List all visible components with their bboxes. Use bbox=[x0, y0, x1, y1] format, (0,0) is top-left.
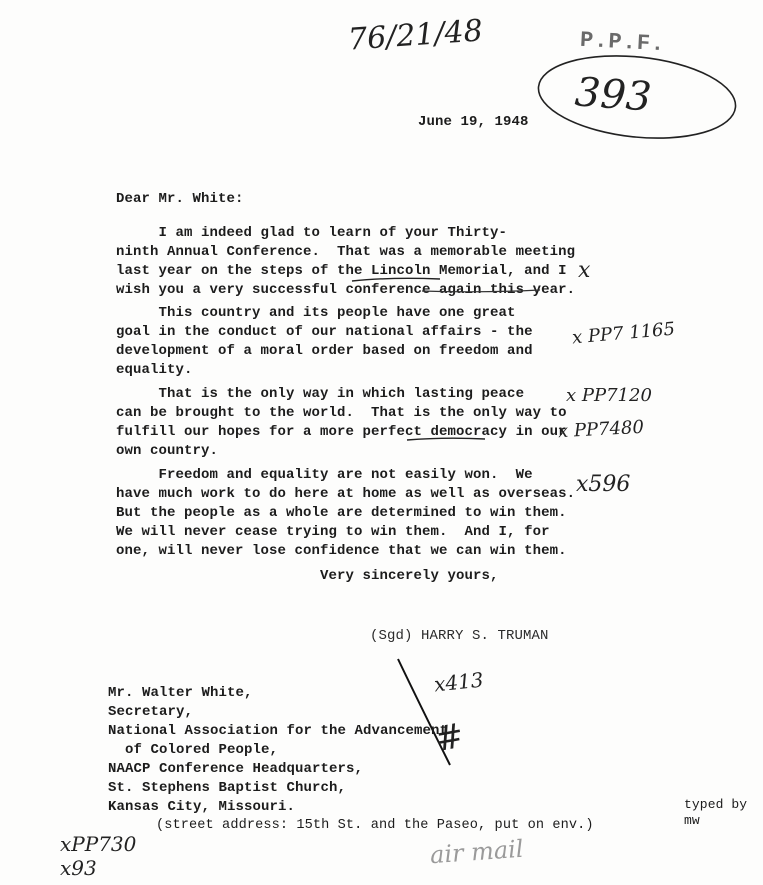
paragraph-line: We will never cease trying to win them. And I, for bbox=[116, 524, 550, 540]
air-mail-note: air mail bbox=[429, 834, 525, 870]
margin-note: x413 bbox=[432, 667, 485, 697]
margin-note: x PP7480 bbox=[557, 416, 645, 443]
paragraph-line: equality. bbox=[116, 362, 193, 378]
signature: (Sgd) HARRY S. TRUMAN bbox=[370, 628, 549, 644]
address-line: NAACP Conference Headquarters, bbox=[108, 761, 364, 777]
paragraph-line: That is the only way in which lasting peace bbox=[116, 386, 525, 402]
typist-note: mw bbox=[684, 813, 700, 828]
paragraph-line: wish you a very successful conference again this year. bbox=[116, 282, 576, 298]
paragraph-line: This country and its people have one great bbox=[116, 305, 516, 321]
paragraph-line: own country. bbox=[116, 443, 219, 459]
paragraph-line: I am indeed glad to learn of your Thirty- bbox=[116, 225, 508, 241]
address-line: Mr. Walter White, bbox=[108, 685, 253, 701]
margin-note: x bbox=[578, 258, 591, 283]
hash-mark: # bbox=[431, 715, 467, 761]
address-line: Kansas City, Missouri. bbox=[108, 799, 296, 815]
margin-note: x596 bbox=[576, 472, 631, 497]
bottom-file-note: xPP730 bbox=[60, 832, 137, 856]
paragraph-line: have much work to do here at home as well as overseas. bbox=[116, 486, 576, 502]
this-year-underline bbox=[420, 281, 550, 301]
margin-note: x PP7 1165 bbox=[571, 318, 676, 349]
address-line: St. Stephens Baptist Church, bbox=[108, 780, 347, 796]
paragraph-line: can be brought to the world. That is the only way to bbox=[116, 405, 567, 421]
salutation: Dear Mr. White: bbox=[116, 191, 244, 207]
paragraph-line: goal in the conduct of our national affairs - the bbox=[116, 324, 533, 340]
paragraph-line: one, will never lose confidence that we can win them. bbox=[116, 543, 567, 559]
paragraph-line: ninth Annual Conference. That was a memorable meeting bbox=[116, 244, 576, 260]
address-line: Secretary, bbox=[108, 704, 194, 720]
paragraph-line: fulfill our hopes for a more perfect democracy in our bbox=[116, 424, 567, 440]
paragraph-line: Freedom and equality are not easily won. We bbox=[116, 467, 533, 483]
bottom-file-note: x93 bbox=[60, 856, 97, 880]
handwritten-box-number: 393 bbox=[573, 69, 653, 121]
address-line: of Colored People, bbox=[108, 742, 279, 758]
margin-note: x PP7120 bbox=[566, 385, 652, 406]
paragraph-line: But the people as a whole are determined to win them. bbox=[116, 505, 567, 521]
street-address-note: (street address: 15th St. and the Paseo, put on env.) bbox=[156, 818, 594, 833]
paragraph-line: development of a moral order based on freedom and bbox=[116, 343, 533, 359]
democracy-underline bbox=[405, 436, 495, 446]
handwritten-file-number: 76/21/48 bbox=[346, 13, 484, 58]
letter-date: June 19, 1948 bbox=[418, 114, 529, 130]
paragraph-line: last year on the steps of the Lincoln Memorial, and I bbox=[116, 263, 567, 279]
typist-note: typed by bbox=[684, 797, 748, 812]
ppf-stamp: P.P.F. bbox=[579, 27, 666, 58]
closing: Very sincerely yours, bbox=[320, 568, 499, 584]
address-line: National Association for the Advancement bbox=[108, 723, 449, 739]
